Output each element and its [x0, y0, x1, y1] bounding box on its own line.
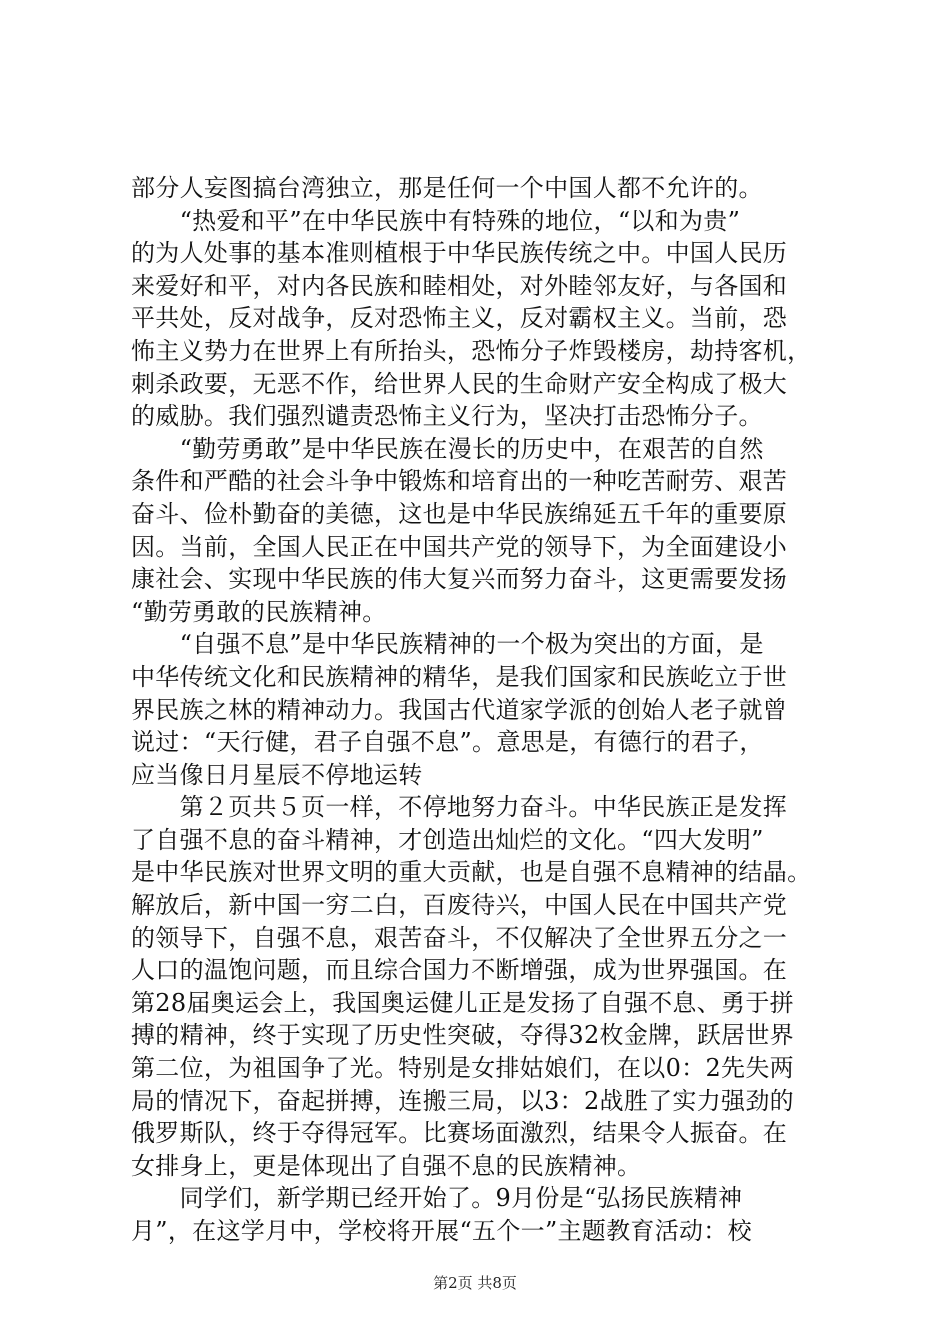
text-line: 部分人妄图搞台湾独立，那是任何一个中国人都不允许的。: [131, 174, 763, 202]
text-line: 俄罗斯队，终于夺得冠军。比赛场面激烈，结果令人振奋。在: [131, 1119, 788, 1148]
text-line: 解放后，新中国一穷二白，百废待兴，中国人民在中国共产党: [131, 891, 788, 920]
text-line: 第二位，为祖国争了光。特别是女排姑娘们，在以0：2先失两: [131, 1054, 794, 1083]
text-line: 了自强不息的奋斗精神，才创造出灿烂的文化。“四大发明”: [131, 825, 764, 854]
text-line: 刺杀政要，无恶不作，给世界人民的生命财产安全构成了极大: [131, 369, 788, 398]
text-line: 第２页共５页一样，不停地努力奋斗。中华民族正是发挥: [131, 793, 788, 822]
text-line: 怖主义势力在世界上有所抬头，恐怖分子炸毁楼房，劫持客机，: [131, 336, 812, 365]
text-line: 界民族之林的精神动力。我国古代道家学派的创始人老子就曾: [131, 695, 788, 724]
body-text: [131, 172, 831, 1248]
text-line: “勤劳勇敢的民族精神。: [131, 597, 387, 626]
text-line: 同学们，新学期已经开始了。9月份是“弘扬民族精神: [131, 1184, 743, 1213]
text-line: “热爱和平”在中华民族中有特殊的地位，“以和为贵”: [131, 206, 741, 235]
text-line: “自强不息”是中华民族精神的一个极为突出的方面，是: [131, 630, 764, 659]
page-footer: 第2页 共8页: [433, 1274, 517, 1292]
text-line: 局的情况下，奋起拼搏，连搬三局，以3：2战胜了实力强劲的: [131, 1086, 794, 1115]
text-line: 的威胁。我们强烈谴责恐怖主义行为，坚决打击恐怖分子。: [131, 402, 763, 431]
text-line: 是中华民族对世界文明的重大贡献，也是自强不息精神的结晶。: [131, 858, 812, 887]
text-line: 因。当前，全国人民正在中国共产党的领导下，为全面建设小: [131, 532, 788, 561]
text-line: 来爱好和平，对内各民族和睦相处，对外睦邻友好，与各国和: [131, 271, 788, 300]
text-line: 搏的精神，终于实现了历史性突破，夺得32枚金牌，跃居世界: [131, 1021, 794, 1050]
text-line: 人口的温饱问题，而且综合国力不断增强，成为世界强国。在: [131, 956, 788, 985]
text-line: 的为人处事的基本准则植根于中华民族传统之中。中国人民历: [131, 239, 788, 268]
text-line: 的领导下，自强不息，艰苦奋斗，不仅解决了全世界五分之一: [131, 923, 788, 952]
text-line: 条件和严酷的社会斗争中锻炼和培育出的一种吃苦耐劳、艰苦: [131, 467, 788, 496]
text-line: 月”，在这学月中，学校将开展“五个一”主题教育活动：校: [131, 1217, 752, 1245]
text-line: 平共处，反对战争，反对恐怖主义，反对霸权主义。当前，恐: [131, 304, 788, 333]
text-line: 中华传统文化和民族精神的精华，是我们国家和民族屹立于世: [131, 662, 788, 691]
text-line: 说过：“天行健，君子自强不息”。意思是，有德行的君子，: [131, 728, 764, 757]
text-line: 应当像日月星辰不停地运转: [131, 760, 423, 789]
text-line: 女排身上，更是体现出了自强不息的民族精神。: [131, 1151, 642, 1180]
text-line: 康社会、实现中华民族的伟大复兴而努力奋斗，这更需要发扬: [131, 565, 788, 594]
text-line: “勤劳勇敢”是中华民族在漫长的历史中，在艰苦的自然: [131, 434, 764, 463]
text-line: 奋斗、俭朴勤奋的美德，这也是中华民族绵延五千年的重要原: [131, 499, 788, 528]
text-line: 第28届奥运会上，我国奥运健儿正是发扬了自强不息、勇于拼: [131, 988, 794, 1017]
